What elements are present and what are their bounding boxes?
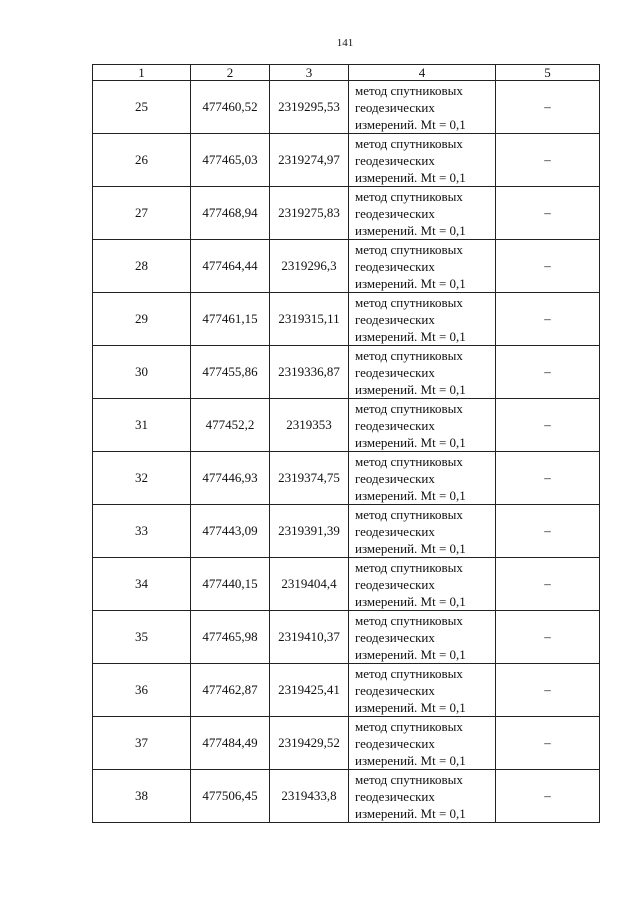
point-number-cell: 29 <box>93 293 191 346</box>
note-cell: – <box>496 505 600 558</box>
table-row <box>93 240 600 293</box>
method-text-line: измерений. Mt = 0,1 <box>355 752 466 768</box>
x-coordinate-cell: 477446,93 <box>191 452 270 505</box>
header-col-3: 3 <box>270 65 349 81</box>
method-text-line: измерений. Mt = 0,1 <box>355 434 466 450</box>
x-coordinate-cell: 477465,98 <box>191 611 270 664</box>
method-text-line: измерений. Mt = 0,1 <box>355 328 466 344</box>
table-row <box>93 293 600 346</box>
y-coordinate-cell: 2319353 <box>270 399 349 452</box>
point-number-cell: 32 <box>93 452 191 505</box>
y-coordinate-cell: 2319425,41 <box>270 664 349 717</box>
method-text-line: измерений. Mt = 0,1 <box>355 116 466 132</box>
header-col-1: 1 <box>93 65 191 81</box>
x-coordinate-cell: 477464,44 <box>191 240 270 293</box>
method-cell <box>349 81 496 134</box>
x-coordinate-cell: 477462,87 <box>191 664 270 717</box>
x-coordinate-cell: 477465,03 <box>191 134 270 187</box>
x-coordinate-cell: 477443,09 <box>191 505 270 558</box>
note-cell: – <box>496 293 600 346</box>
note-cell: – <box>496 134 600 187</box>
y-coordinate-cell: 2319433,8 <box>270 770 349 823</box>
method-text-line: геодезических <box>355 629 435 645</box>
table-body <box>93 81 600 823</box>
table-row <box>93 770 600 823</box>
method-text-line: геодезических <box>355 311 435 327</box>
method-text-line: геодезических <box>355 682 435 698</box>
header-col-2: 2 <box>191 65 270 81</box>
method-text-line: метод спутниковых <box>355 559 463 575</box>
point-number-cell: 36 <box>93 664 191 717</box>
method-cell <box>349 770 496 823</box>
method-text-line: метод спутниковых <box>355 135 463 151</box>
method-text-line: измерений. Mt = 0,1 <box>355 540 466 556</box>
method-cell <box>349 134 496 187</box>
table-row <box>93 717 600 770</box>
note-cell: – <box>496 770 600 823</box>
method-text-line: геодезических <box>355 470 435 486</box>
method-text-line: измерений. Mt = 0,1 <box>355 381 466 397</box>
method-text-line: метод спутниковых <box>355 612 463 628</box>
method-cell <box>349 187 496 240</box>
method-cell <box>349 452 496 505</box>
method-cell <box>349 611 496 664</box>
table-row <box>93 664 600 717</box>
x-coordinate-cell: 477484,49 <box>191 717 270 770</box>
table-row <box>93 134 600 187</box>
method-cell <box>349 558 496 611</box>
method-cell <box>349 399 496 452</box>
method-text-line: геодезических <box>355 258 435 274</box>
y-coordinate-cell: 2319275,83 <box>270 187 349 240</box>
y-coordinate-cell: 2319315,11 <box>270 293 349 346</box>
point-number-cell: 28 <box>93 240 191 293</box>
header-col-4: 4 <box>349 65 496 81</box>
method-cell <box>349 717 496 770</box>
method-text-line: метод спутниковых <box>355 400 463 416</box>
table-row <box>93 505 600 558</box>
method-text-line: метод спутниковых <box>355 188 463 204</box>
method-text-line: метод спутниковых <box>355 453 463 469</box>
table-row <box>93 346 600 399</box>
method-text-line: измерений. Mt = 0,1 <box>355 805 466 821</box>
table-row <box>93 558 600 611</box>
y-coordinate-cell: 2319429,52 <box>270 717 349 770</box>
table-row <box>93 611 600 664</box>
method-text-line: геодезических <box>355 788 435 804</box>
y-coordinate-cell: 2319391,39 <box>270 505 349 558</box>
page-number: 141 <box>336 37 354 49</box>
note-cell: – <box>496 611 600 664</box>
method-text-line: геодезических <box>355 735 435 751</box>
method-text-line: геодезических <box>355 205 435 221</box>
method-text-line: метод спутниковых <box>355 347 463 363</box>
note-cell: – <box>496 346 600 399</box>
note-cell: – <box>496 664 600 717</box>
method-text-line: геодезических <box>355 576 435 592</box>
coordinates-table <box>92 64 600 823</box>
point-number-cell: 38 <box>93 770 191 823</box>
note-cell: – <box>496 717 600 770</box>
method-text-line: метод спутниковых <box>355 506 463 522</box>
table-row <box>93 187 600 240</box>
method-cell <box>349 293 496 346</box>
method-text-line: геодезических <box>355 99 435 115</box>
method-text-line: геодезических <box>355 152 435 168</box>
x-coordinate-cell: 477506,45 <box>191 770 270 823</box>
method-text-line: геодезических <box>355 364 435 380</box>
method-text-line: метод спутниковых <box>355 241 463 257</box>
table-row <box>93 81 600 134</box>
point-number-cell: 26 <box>93 134 191 187</box>
method-text-line: метод спутниковых <box>355 718 463 734</box>
method-cell <box>349 240 496 293</box>
header-row <box>93 65 600 81</box>
point-number-cell: 37 <box>93 717 191 770</box>
x-coordinate-cell: 477461,15 <box>191 293 270 346</box>
header-col-5: 5 <box>496 65 600 81</box>
x-coordinate-cell: 477440,15 <box>191 558 270 611</box>
method-text-line: геодезических <box>355 417 435 433</box>
method-cell <box>349 346 496 399</box>
method-text-line: метод спутниковых <box>355 82 463 98</box>
point-number-cell: 30 <box>93 346 191 399</box>
y-coordinate-cell: 2319295,53 <box>270 81 349 134</box>
table-row <box>93 452 600 505</box>
method-text-line: измерений. Mt = 0,1 <box>355 593 466 609</box>
method-cell <box>349 664 496 717</box>
table-row <box>93 399 600 452</box>
x-coordinate-cell: 477468,94 <box>191 187 270 240</box>
point-number-cell: 31 <box>93 399 191 452</box>
method-text-line: измерений. Mt = 0,1 <box>355 487 466 503</box>
method-cell <box>349 505 496 558</box>
method-text-line: метод спутниковых <box>355 665 463 681</box>
method-text-line: измерений. Mt = 0,1 <box>355 699 466 715</box>
note-cell: – <box>496 187 600 240</box>
y-coordinate-cell: 2319410,37 <box>270 611 349 664</box>
y-coordinate-cell: 2319296,3 <box>270 240 349 293</box>
x-coordinate-cell: 477452,2 <box>191 399 270 452</box>
method-text-line: метод спутниковых <box>355 294 463 310</box>
note-cell: – <box>496 399 600 452</box>
note-cell: – <box>496 240 600 293</box>
point-number-cell: 35 <box>93 611 191 664</box>
point-number-cell: 34 <box>93 558 191 611</box>
y-coordinate-cell: 2319374,75 <box>270 452 349 505</box>
y-coordinate-cell: 2319404,4 <box>270 558 349 611</box>
note-cell: – <box>496 558 600 611</box>
point-number-cell: 27 <box>93 187 191 240</box>
note-cell: – <box>496 452 600 505</box>
note-cell: – <box>496 81 600 134</box>
method-text-line: измерений. Mt = 0,1 <box>355 275 466 291</box>
x-coordinate-cell: 477460,52 <box>191 81 270 134</box>
method-text-line: измерений. Mt = 0,1 <box>355 646 466 662</box>
point-number-cell: 25 <box>93 81 191 134</box>
point-number-cell: 33 <box>93 505 191 558</box>
method-text-line: метод спутниковых <box>355 771 463 787</box>
x-coordinate-cell: 477455,86 <box>191 346 270 399</box>
y-coordinate-cell: 2319274,97 <box>270 134 349 187</box>
method-text-line: измерений. Mt = 0,1 <box>355 169 466 185</box>
method-text-line: геодезических <box>355 523 435 539</box>
y-coordinate-cell: 2319336,87 <box>270 346 349 399</box>
method-text-line: измерений. Mt = 0,1 <box>355 222 466 238</box>
